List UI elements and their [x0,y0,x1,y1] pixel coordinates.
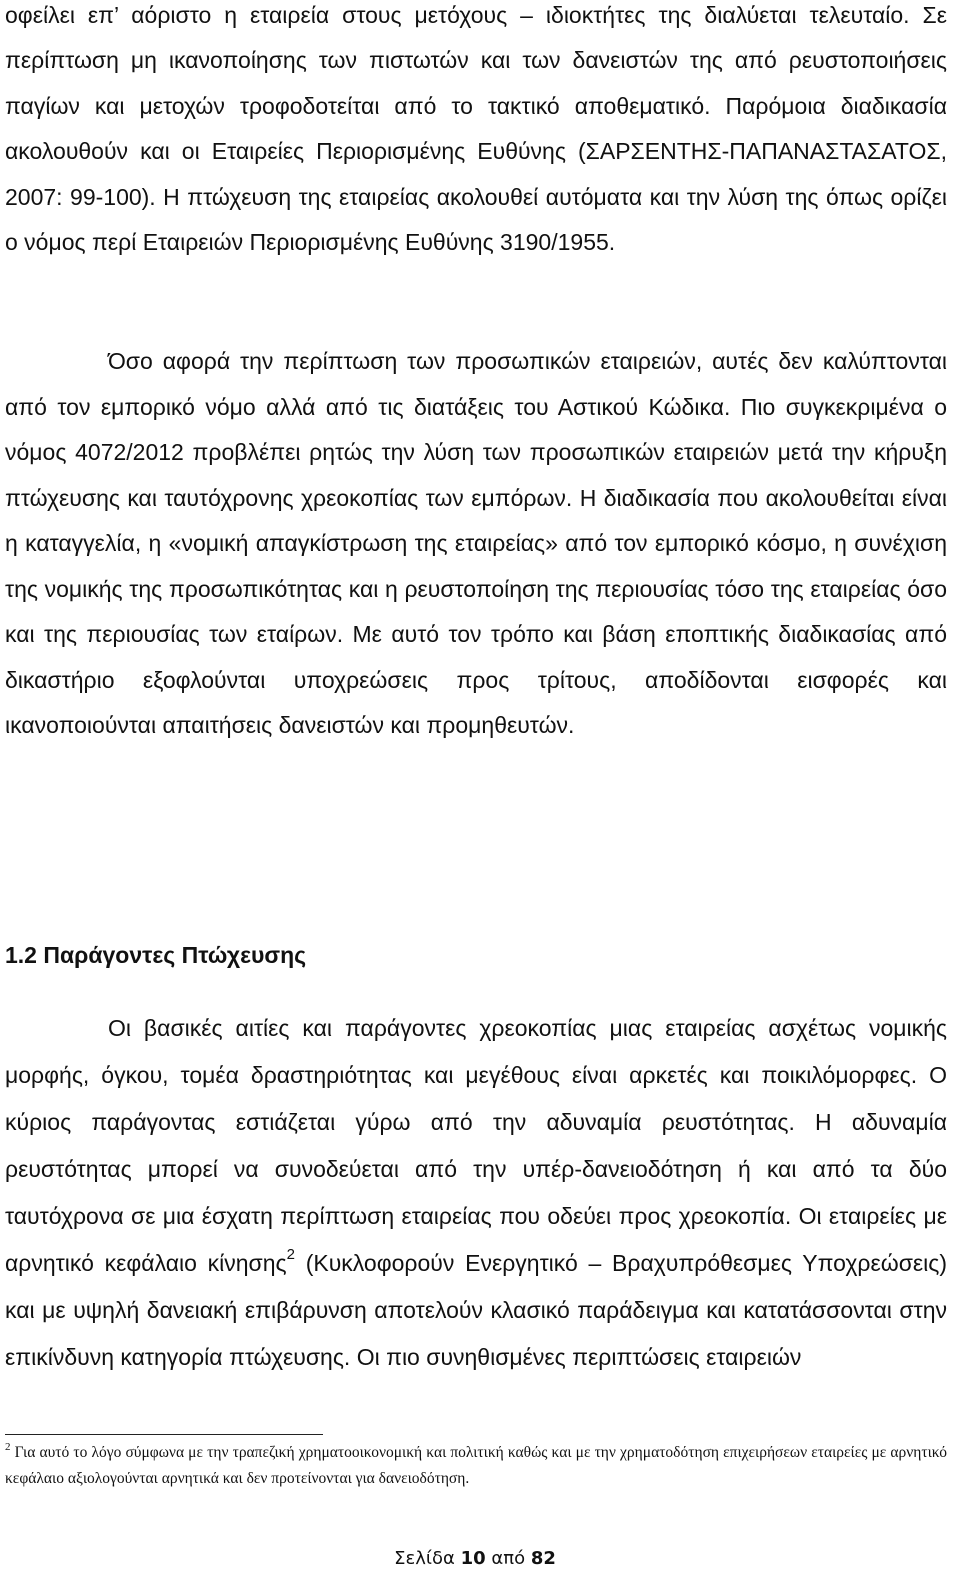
section-heading: 1.2 Παράγοντες Πτώχευσης [5,942,307,968]
paragraph-text-part-1: Οι βασικές αιτίες και παράγοντες χρεοκοπίας μιας εταιρείας ασχέτως νομικής μορφής, όγκου, τομέα δραστηριότητας και μεγέθους είναι αρκετές και ποικιλόμορφες. Ο κύριος παράγοντας εστιάζεται γύρω από την αδυναμία ρευστότητας. Η αδυναμία ρευστότητας μπορεί να συνοδεύεται από την υπέρ-δανειοδότηση ή και από τα δύο ταυτόχρονα σε μια έσχατη περίπτωση εταιρείας που οδεύει προς χρεοκοπία. Οι εταιρείες με αρνητικό κεφάλαιο κίνησης [5,1015,947,1276]
paragraph-text-part-2: (Κυκλοφορούν Ενεργητικό – Βραχυπρόθεσμες Υποχρεώσεις) και με υψηλή δανειακή επιβάρυνση αποτελούν κλασικό παράδειγμα και κατατάσσονται στην επικίνδυνη κατηγορία πτώχευσης. Οι πιο συνηθισμένες περιπτώσεις εταιρειών [5,1250,947,1370]
of-label: από [491,1548,526,1569]
page-number [0,1546,950,1572]
footnote-text: Για αυτό το λόγο σύμφωνα με την τραπεζική χρηματοοικονομική και πολιτική καθώς και με την χρηματοδότηση επιχειρήσεων εταιρείες με αρνητικό κεφάλαιο αξιολογούνται αρνητικά και δεν προτείνονται για δανειοδότηση. [5,1444,947,1487]
paragraph-personal-companies: Όσο αφορά την περίπτωση των προσωπικών εταιρειών, αυτές δεν καλύπτονται από τον εμπορικό νόμο αλλά από τις διατάξεις του Αστικού Κώδικα. Πιο συγκεκριμένα ο νόμος 4072/2012 προβλέπει ρητώς την λύση των προσωπικών εταιρειών μετά την κήρυξη πτώχευσης και ταυτόχρονης χρεοκοπίας των εμπόρων. Η διαδικασία που ακολουθείται είναι η καταγγελία, η «νομική απαγκίστρωση της εταιρείας» από τον εμπορικό κόσμο, η συνέχιση της νομικής της προσωπικότητας και η ρευστοποίηση της περιουσίας τόσο της εταιρείας όσο και της περιουσίας των εταίρων. Με αυτό τον τρόπο και βάση εποπτικής διαδικασίας από δικαστήριο εξοφλούνται υποχρεώσεις προς τρίτους, αποδίδονται εισφορές και ικανοποιούνται απαιτήσεις δανειστών και προμηθευτών. [5,348,947,738]
footnote-number: 2 [5,1441,11,1453]
paragraph-bankruptcy-factors [5,1005,947,1381]
footnote-divider [5,1434,323,1435]
total-pages: 82 [530,1548,556,1569]
current-page: 10 [460,1548,486,1569]
page-label: Σελίδα [394,1548,455,1569]
footnote-reference: 2 [286,1246,295,1263]
footnote [5,1440,947,1492]
paragraph-continuation: οφείλει επ’ αόριστο η εταιρεία στους μετόχους – ιδιοκτήτες της διαλύεται τελευταίο. Σε περίπτωση μη ικανοποίησης των πιστωτών και των δανειστών της από ρευστοποιήσεις παγίων και μετοχών τροφοδοτείται από το τακτικό αποθεματικό. Παρόμοια διαδικασία ακολουθούν και οι Εταιρείες Περιορισμένης Ευθύνης (ΣΑΡΣΕΝΤΗΣ-ΠΑΠΑΝΑΣΤΑΣΑΤΟΣ, 2007: 99-100). Η πτώχευση της εταιρείας ακολουθεί αυτόματα και την λύση της όπως ορίζει ο νόμος περί Εταιρειών Περιορισμένης Ευθύνης 3190/1955. [5,2,947,256]
